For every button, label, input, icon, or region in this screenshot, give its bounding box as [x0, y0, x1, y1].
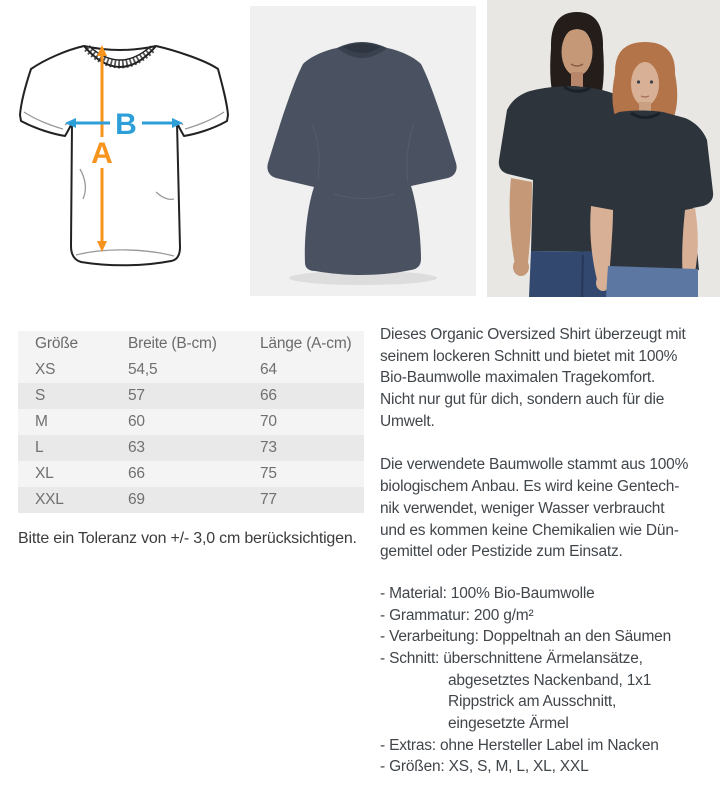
- female-eye-left: [637, 80, 640, 83]
- breite-cell: 60: [128, 413, 145, 430]
- spec-line: - Extras: ohne Hersteller Label im Nacken: [380, 736, 659, 754]
- size-table-row: [18, 435, 364, 461]
- size-cell: M: [35, 413, 48, 430]
- product-specs-list: [380, 583, 718, 778]
- spec-line: - Verarbeitung: Doppeltnah an den Säumen: [380, 628, 672, 646]
- male-forearm: [510, 178, 532, 264]
- description-text-line: gemittel oder Pestizide zum Einsatz.: [380, 543, 623, 561]
- size-cell: XXL: [35, 491, 64, 508]
- measurement-a-label: A: [91, 137, 113, 170]
- male-jeans-seam: [582, 255, 583, 297]
- male-hand: [513, 258, 529, 276]
- tolerance-note: Bitte ein Toleranz von +/- 3,0 cm berücksichtigen.: [18, 530, 357, 547]
- breite-cell: 69: [128, 491, 145, 508]
- header-laenge: Länge (A-cm): [260, 331, 364, 357]
- female-eye-right: [650, 80, 653, 83]
- size-measurement-diagram: [8, 24, 240, 286]
- size-table-row: [18, 487, 364, 513]
- size-cell: XL: [35, 465, 54, 482]
- product-description: [380, 324, 718, 778]
- tshirt-measurement-drawing: [8, 24, 240, 286]
- description-text-line: Umwelt.: [380, 412, 435, 430]
- breite-cell: 54,5: [128, 361, 158, 378]
- size-table-row: [18, 461, 364, 487]
- female-jeans: [606, 266, 698, 297]
- laenge-cell: 73: [260, 439, 277, 456]
- size-cell: XS: [35, 361, 56, 378]
- breite-cell: 66: [128, 465, 145, 482]
- measurement-b-label: B: [115, 108, 137, 141]
- description-text-line: Die verwendete Baumwolle stammt aus 100%: [380, 456, 689, 474]
- laenge-cell: 75: [260, 465, 277, 482]
- size-table-header-row: [18, 331, 364, 357]
- laenge-cell: 70: [260, 413, 277, 430]
- product-shirt-illustration: [250, 6, 476, 296]
- size-table: [18, 331, 364, 513]
- description-text-line: und es kommen keine Chemikalien wie Dün-: [380, 521, 679, 539]
- size-table-body: [18, 357, 364, 513]
- laenge-cell: 66: [260, 387, 277, 404]
- breite-cell: 63: [128, 439, 145, 456]
- size-cell: L: [35, 439, 44, 456]
- spec-line: Rippstrick am Ausschnitt,: [448, 693, 617, 711]
- spec-line: abgesetztes Nackenband, 1x1: [448, 671, 652, 689]
- breite-cell: 57: [128, 387, 145, 404]
- size-table-row: [18, 357, 364, 383]
- description-text-line: biologischem Anbau. Es wird keine Gentech-: [380, 478, 680, 496]
- spec-line: - Schnitt: überschnittene Ärmelansätze,: [380, 649, 643, 667]
- size-table-row: [18, 383, 364, 409]
- header-groesse: Größe: [18, 331, 128, 357]
- size-cell: S: [35, 387, 46, 404]
- description-text-line: nik verwendet, weniger Wasser verbraucht: [380, 499, 665, 517]
- spec-line: - Grammatur: 200 g/m²: [380, 606, 534, 624]
- models-wearing-shirt-photo: [487, 0, 720, 297]
- product-shirt-photo: [250, 6, 476, 296]
- size-table-row: [18, 409, 364, 435]
- description-text-line: Nicht nur gut für dich, sondern auch für die: [380, 391, 665, 409]
- spec-line: eingesetzte Ärmel: [448, 715, 569, 732]
- male-face: [562, 28, 593, 76]
- description-text-line: Dieses Organic Oversized Shirt überzeugt mit: [380, 326, 686, 343]
- description-paragraph-2: [380, 454, 718, 562]
- description-text-line: seinem lockeren Schnitt und bietet mit 100%: [380, 347, 678, 365]
- models-illustration: [487, 0, 720, 297]
- spec-line: - Größen: XS, S, M, L, XL, XXL: [380, 758, 589, 776]
- laenge-cell: 64: [260, 361, 277, 378]
- laenge-cell: 77: [260, 491, 277, 508]
- female-face: [631, 62, 659, 106]
- spec-line: - Material: 100% Bio-Baumwolle: [380, 584, 595, 602]
- description-text-line: Bio-Baumwolle maximalen Tragekomfort.: [380, 369, 656, 387]
- header-breite: Breite (B-cm): [128, 331, 260, 357]
- tshirt-outline: [20, 46, 228, 265]
- description-paragraph-1: [380, 324, 718, 432]
